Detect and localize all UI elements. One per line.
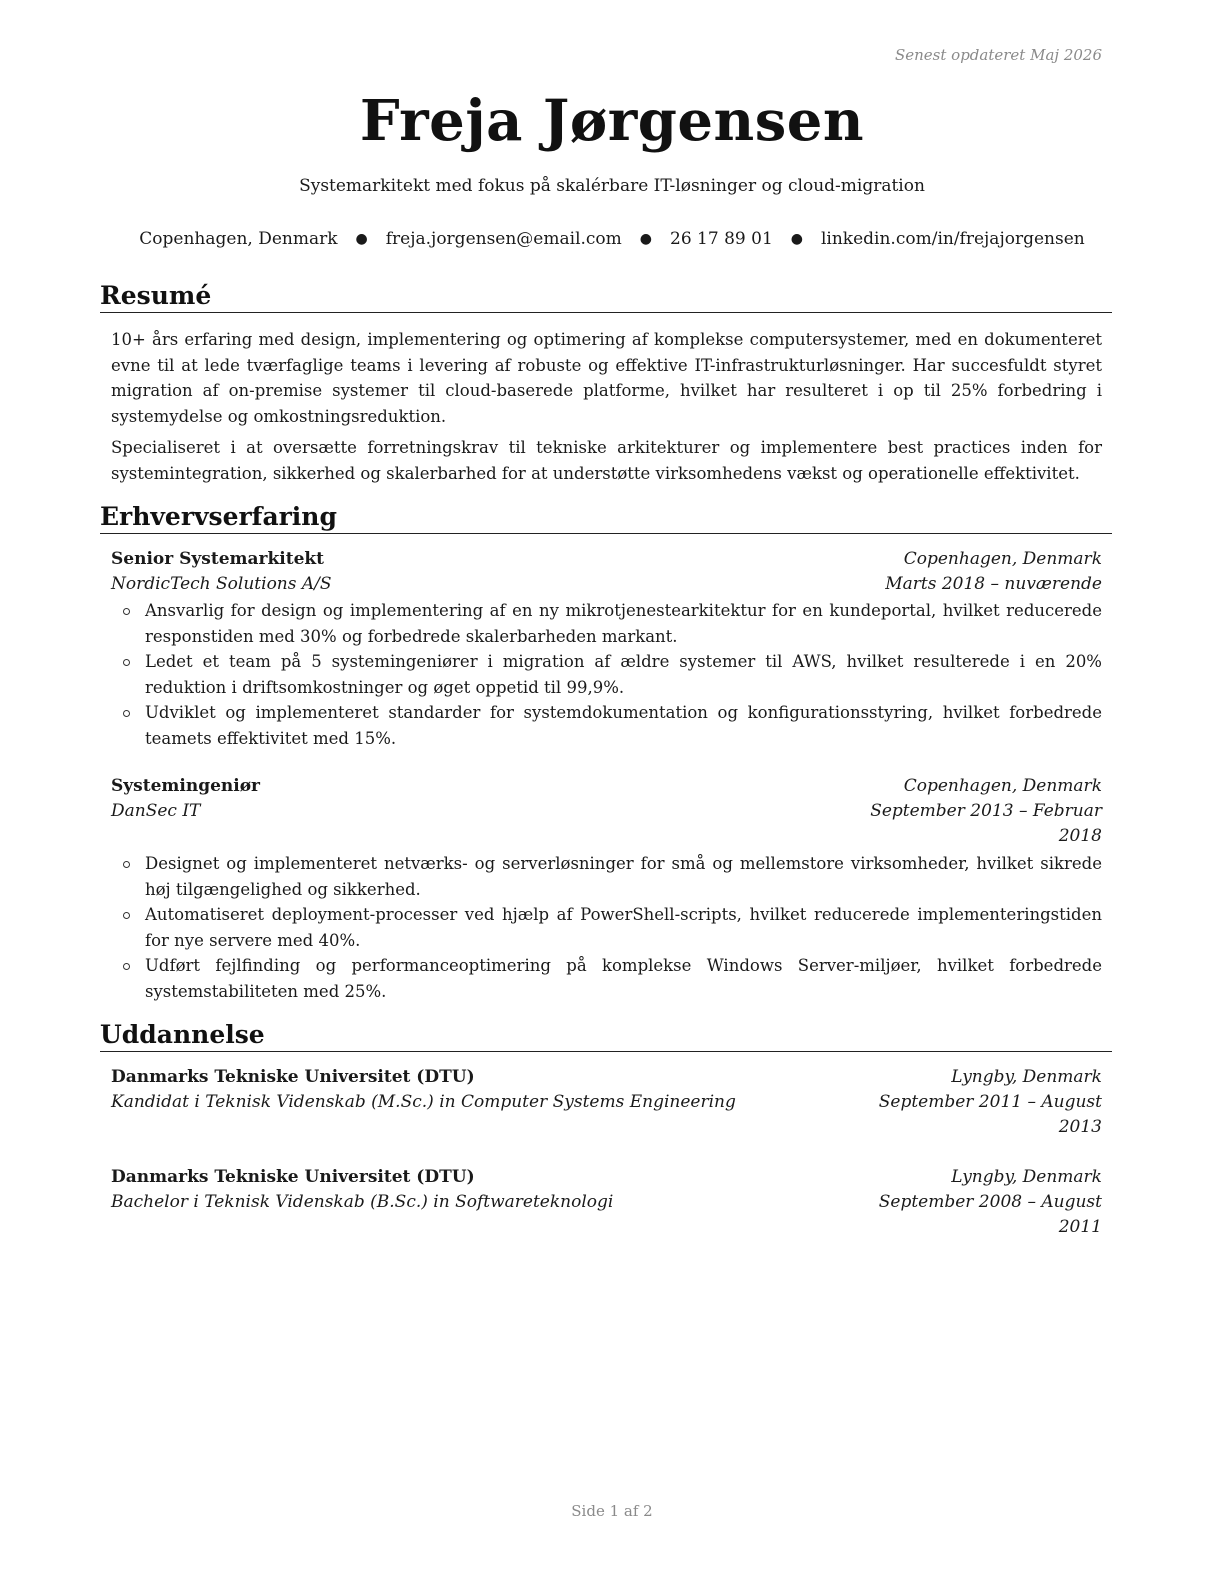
education-location: Lyngby, Denmark bbox=[951, 1067, 1102, 1087]
education-location: Lyngby, Denmark bbox=[951, 1167, 1102, 1187]
circle-bullet-icon bbox=[123, 659, 130, 666]
summary-paragraph: Specialiseret i at oversætte forretningskrav til tekniske arkitekturer og implementere best practices inden for systemintegration, sikkerhed og skalerbarhed for at understøtte virksomhedens vækst og operationelle effektivitet. bbox=[111, 438, 1102, 483]
tagline: Systemarkitekt med fokus på skalérbare IT-løsninger og cloud-migration bbox=[299, 176, 925, 196]
bullet-text: Ansvarlig for design og implementering af en ny mikrotjenestearkitektur for en kundeportal, hvilket reducerede responstiden med 30% og forbedrede skalerbarheden markant. bbox=[145, 601, 1102, 646]
job-subheader bbox=[111, 799, 1102, 849]
section-title-summary: Resumé bbox=[100, 281, 1112, 313]
job-dates: September 2013 – Februar 2018 bbox=[870, 801, 1102, 846]
education-header bbox=[111, 1065, 1102, 1090]
contact-phone: 26 17 89 01 bbox=[670, 229, 773, 249]
section-title-experience: Erhvervserfaring bbox=[100, 502, 1112, 534]
education-degree: Bachelor i Teknisk Videnskab (B.Sc.) in Softwareteknologi bbox=[111, 1192, 614, 1212]
education-dates: September 2011 – August 2013 bbox=[878, 1092, 1102, 1137]
job-header bbox=[111, 774, 1102, 799]
job-role: Systemingeniør bbox=[111, 776, 261, 796]
bullet-text: Udført fejlfinding og performanceoptimering på komplekse Windows Server-miljøer, hvilket forbedrede systemstabiliteten med 25%. bbox=[145, 956, 1102, 1001]
education-degree: Kandidat i Teknisk Videnskab (M.Sc.) in Computer Systems Engineering bbox=[111, 1092, 736, 1112]
page-number: Side 1 af 2 bbox=[571, 1502, 653, 1520]
list-item bbox=[111, 953, 1102, 1004]
education-subheader bbox=[111, 1090, 1102, 1140]
list-item bbox=[111, 700, 1102, 751]
job-location: Copenhagen, Denmark bbox=[903, 549, 1102, 569]
education-dates: September 2008 – August 2011 bbox=[878, 1192, 1102, 1237]
bullet-text: Automatiseret deployment-processer ved hjælp af PowerShell-scripts, hvilket reducerede implementeringstiden for nye servere med 40%. bbox=[145, 905, 1102, 950]
list-item bbox=[111, 649, 1102, 700]
circle-bullet-icon bbox=[123, 912, 130, 919]
contact-line bbox=[0, 229, 1224, 249]
contact-email[interactable]: freja.jorgensen@email.com bbox=[385, 229, 622, 249]
list-item bbox=[111, 598, 1102, 649]
last-updated: Senest opdateret Maj 2026 bbox=[894, 46, 1102, 64]
education-school: Danmarks Tekniske Universitet (DTU) bbox=[111, 1067, 475, 1087]
job-company: DanSec IT bbox=[111, 801, 201, 821]
job-header bbox=[111, 547, 1102, 572]
job-role: Senior Systemarkitekt bbox=[111, 549, 325, 569]
education-school: Danmarks Tekniske Universitet (DTU) bbox=[111, 1167, 475, 1187]
circle-bullet-icon bbox=[123, 861, 130, 868]
bullet-separator-icon: ● bbox=[355, 231, 368, 247]
job-bullets bbox=[111, 598, 1102, 751]
section-title-education: Uddannelse bbox=[100, 1020, 1112, 1052]
list-item bbox=[111, 851, 1102, 902]
bullet-separator-icon: ● bbox=[639, 231, 653, 247]
contact-location: Copenhagen, Denmark bbox=[139, 229, 338, 249]
circle-bullet-icon bbox=[123, 963, 130, 970]
job-dates: Marts 2018 – nuværende bbox=[885, 574, 1102, 594]
bullet-text: Udviklet og implementeret standarder for systemdokumentation og konfigurationsstyring, hvilket forbedrede teamets effektivitet med 15%. bbox=[145, 703, 1102, 748]
list-item bbox=[111, 902, 1102, 953]
circle-bullet-icon bbox=[123, 608, 130, 615]
job-subheader bbox=[111, 572, 1102, 597]
contact-linkedin[interactable]: linkedin.com/in/frejajorgensen bbox=[820, 229, 1085, 249]
job-location: Copenhagen, Denmark bbox=[903, 776, 1102, 796]
job-bullets bbox=[111, 851, 1102, 1004]
education-header bbox=[111, 1165, 1102, 1190]
job-company: NordicTech Solutions A/S bbox=[111, 574, 332, 594]
bullet-text: Designet og implementeret netværks- og serverløsninger for små og mellemstore virksomheder, hvilket sikrede høj tilgængelighed og sikkerhed. bbox=[145, 854, 1102, 899]
candidate-name: Freja Jørgensen bbox=[359, 88, 865, 154]
bullet-separator-icon: ● bbox=[790, 231, 803, 247]
education-subheader bbox=[111, 1190, 1102, 1240]
summary-paragraph: 10+ års erfaring med design, implementering og optimering af komplekse computersystemer, med en dokumenteret evne til at lede tværfaglige teams i levering af robuste og effektive IT-infrastrukturløsninger. Har succesfuldt styret migration af on-premise systemer til cloud-baserede platforme, hvilket har resulteret i op til 25% forbedring i systemydelse og omkostningsreduktion. bbox=[111, 330, 1102, 426]
bullet-text: Ledet et team på 5 systemingeniører i migration af ældre systemer til AWS, hvilket resulterede i en 20% reduktion i driftsomkostninger og øget oppetid til 99,9%. bbox=[145, 652, 1102, 697]
circle-bullet-icon bbox=[123, 710, 130, 717]
